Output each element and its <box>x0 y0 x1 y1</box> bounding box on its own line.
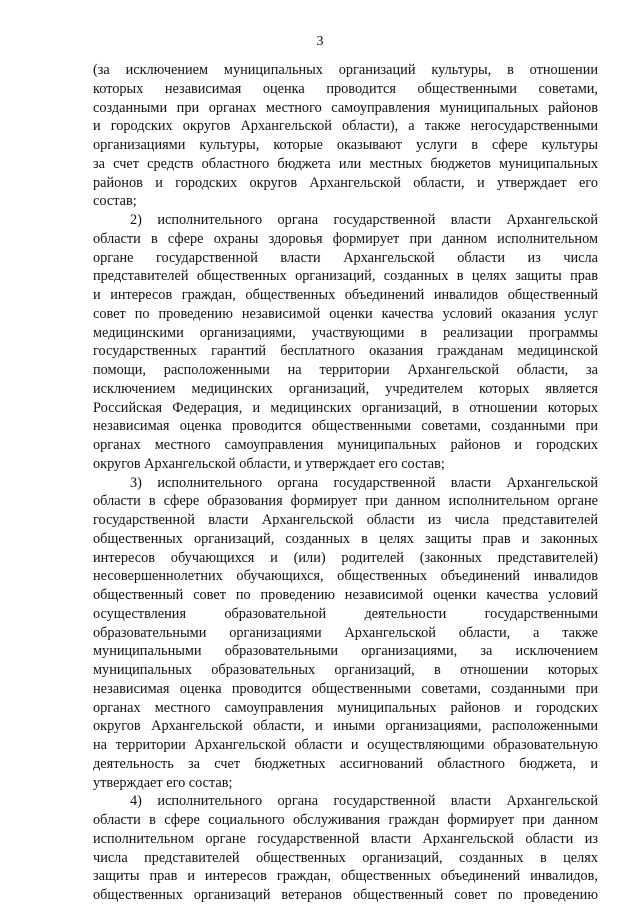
text-line: органе государственной власти Архангельской области из числа <box>93 249 598 266</box>
text-line: области в сфере социального обслуживания граждан формирует при данном <box>93 812 598 828</box>
text-line: (за исключением муниципальных организаций культуры, в отношении <box>93 62 598 78</box>
text-line: представителей общественных организаций, созданных в целях защиты прав <box>93 268 598 285</box>
text-line: защиты прав и интересов граждан, общественных объединений инвалидов, <box>93 868 598 885</box>
text-line: области в сфере образования формирует при данном исполнительном органе <box>93 493 598 510</box>
text-line: утверждает его состав; <box>93 774 233 791</box>
text-line: муниципальными образовательными организациями, за исключением <box>93 643 598 660</box>
text-line: общественных организаций, созданных в целях защиты прав и законных <box>93 530 598 547</box>
text-line: деятельность за счет бюджетных ассигнований областного бюджета, и <box>93 755 598 772</box>
text-line: округов Архангельской области, и иными организациями, расположенными <box>93 718 598 735</box>
text-line: несовершеннолетних обучающихся, общественных объединений инвалидов <box>93 568 598 585</box>
text-line: общественных организаций ветеранов общественный совет по проведению <box>93 887 598 903</box>
text-line: муниципальных образовательных организаций, в отношении которых <box>93 662 598 678</box>
text-line: исключением медицинских организаций, учредителем которых является <box>93 380 598 397</box>
text-line: области в сфере охраны здоровья формирует при данном исполнительном <box>93 230 598 247</box>
document-body <box>93 61 598 905</box>
text-line: совет по проведению независимой оценки качества условий оказания услуг <box>93 305 598 322</box>
text-line: интересов обучающихся и (или) родителей (законных представителей) <box>93 549 598 566</box>
text-line: на территории Архангельской области и осуществляющими образовательную <box>93 737 598 753</box>
text-line: государственной власти Архангельской области из числа представителей <box>93 512 598 528</box>
text-line: организациями культуры, которые оказывают услуги в сфере культуры <box>93 137 598 153</box>
text-line: 2) исполнительного органа государственной власти Архангельской <box>130 212 598 228</box>
text-line: числа представителей общественных организаций, созданных в целях <box>93 849 598 866</box>
text-line: созданными при органах местного самоуправления муниципальных районов <box>93 99 598 116</box>
text-line: общественный совет по проведению независимой оценки качества условий <box>93 587 598 603</box>
text-line: состав; <box>93 193 137 210</box>
text-line: независимая оценка проводится общественными советами, созданными при <box>93 680 598 697</box>
text-line: за счет средств областного бюджета или местных бюджетов муниципальных <box>93 155 598 172</box>
text-line: государственных гарантий бесплатного оказания гражданам медицинской <box>93 343 598 360</box>
text-line: и городских округов Архангельской области), а также негосударственными <box>93 118 598 135</box>
text-line: осуществления образовательной деятельности государственными <box>93 605 598 622</box>
text-line: органах местного самоуправления муниципальных районов и городских <box>93 437 598 453</box>
text-line: независимая оценка проводится общественными советами, созданными при <box>93 418 598 435</box>
text-line: которых независимая оценка проводится общественными советами, <box>93 80 598 97</box>
text-line: образовательными организациями Архангельской области, а также <box>93 624 598 641</box>
text-line: помощи, расположенными на территории Архангельской области, за <box>93 362 598 378</box>
text-line: исполнительном органе государственной власти Архангельской области из <box>93 830 598 847</box>
text-line: районов и городских округов Архангельской области, и утверждает его <box>93 174 598 191</box>
text-line: Российская Федерация, и медицинских организаций, в отношении которых <box>93 399 598 416</box>
text-line: округов Архангельской области, и утверждает его состав; <box>93 455 445 472</box>
text-line: 3) исполнительного органа государственной власти Архангельской <box>130 474 598 491</box>
page-number: 3 <box>316 34 324 49</box>
text-line: 4) исполнительного органа государственной власти Архангельской <box>130 793 598 810</box>
text-line: и интересов граждан, общественных объединений инвалидов общественный <box>93 287 598 303</box>
text-line: медицинскими организациями, участвующими в реализации программы <box>93 324 598 341</box>
text-line: органах местного самоуправления муниципальных районов и городских <box>93 699 598 716</box>
